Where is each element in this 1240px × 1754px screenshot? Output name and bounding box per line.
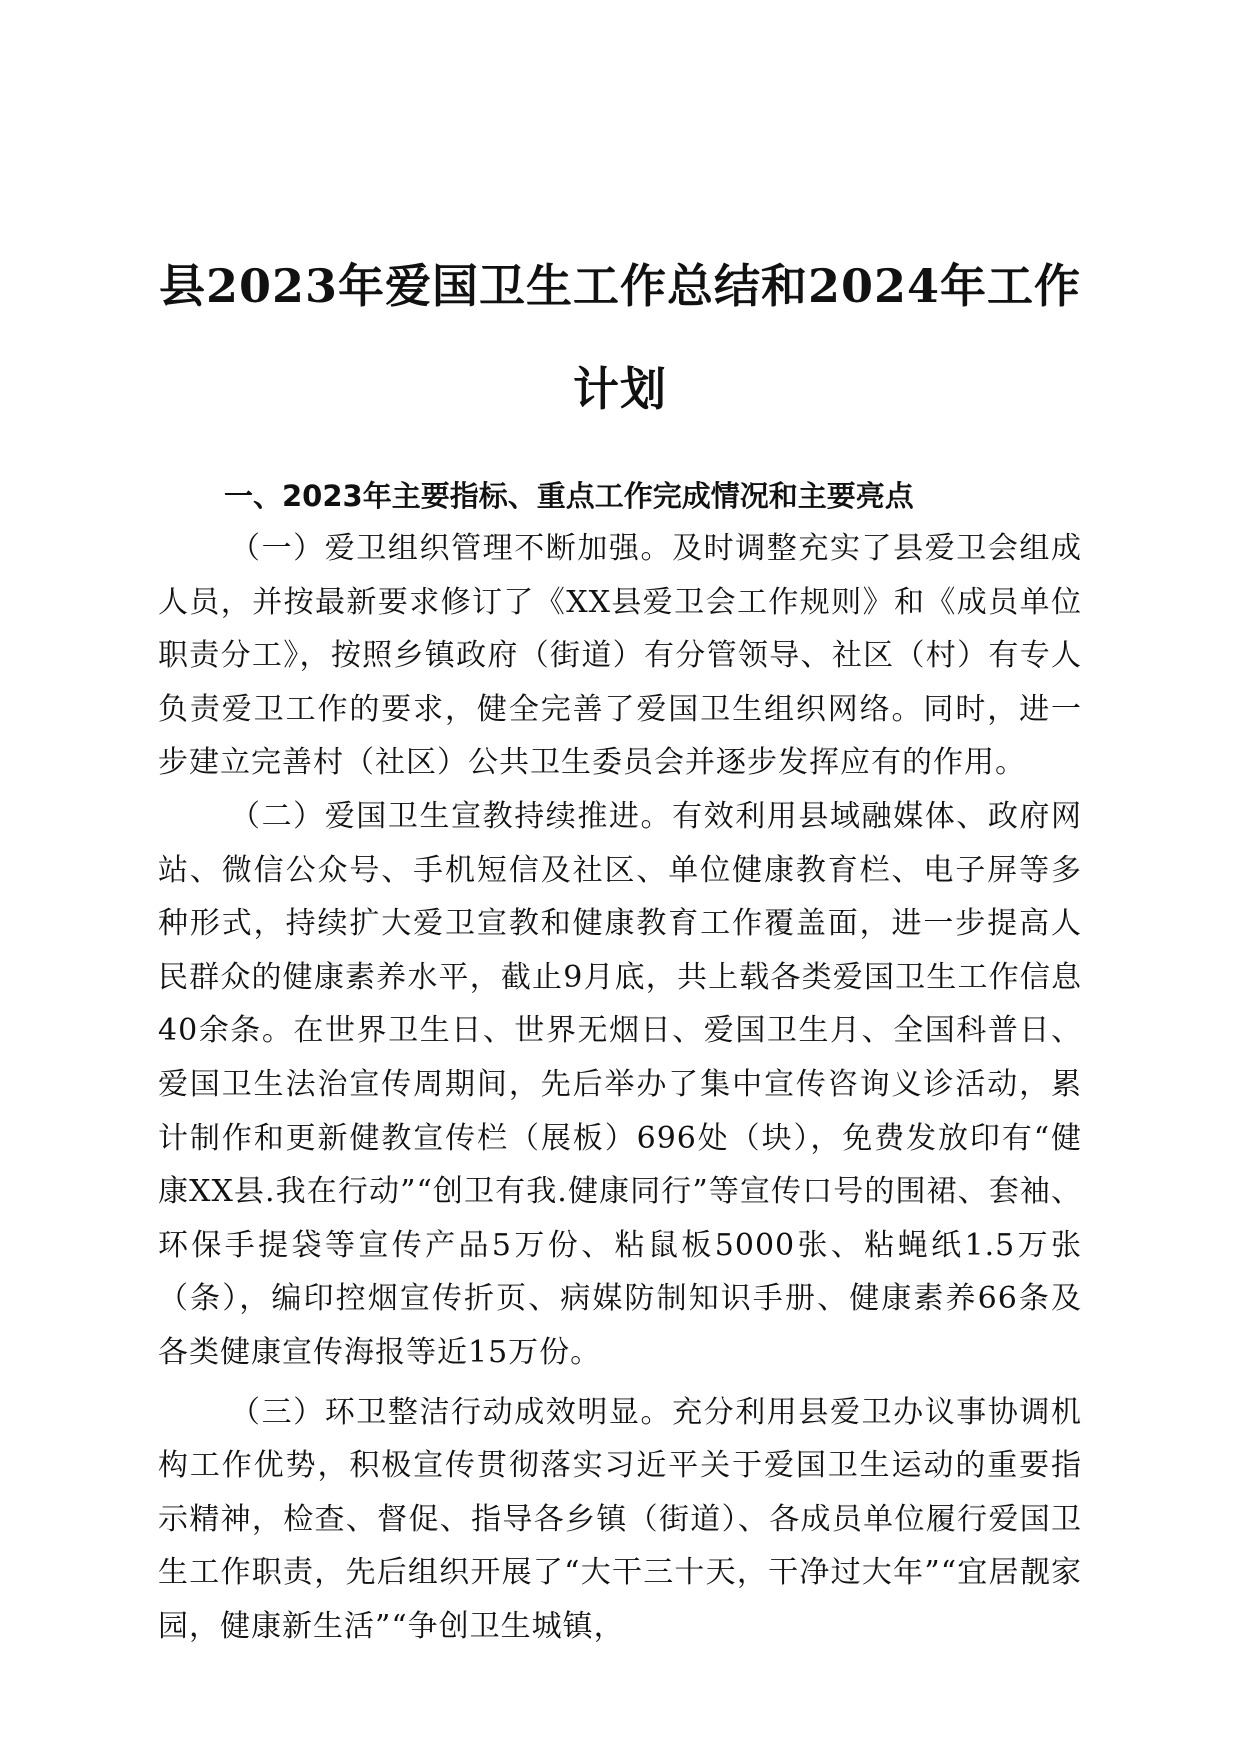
document-body — [158, 470, 1082, 1653]
paragraph-text: 充分利用县爱卫办议事协调机构工作优势，积极宣传贯彻落实习近平关于爱国卫生运动的重要指示精神，检查、督促、指导各乡镇（街道）、各成员单位履行爱国卫生工作职责，先后组织开展了“大干三十天，干净过大年”“宜居靓家园，健康新生活”“争创卫生城镇， — [158, 1394, 1083, 1644]
paragraph-lead: （二）爱国卫生宣教持续推进。 — [230, 798, 673, 834]
paragraph-lead: （一）爱卫组织管理不断加强。 — [230, 531, 673, 566]
paragraph-publicity — [158, 790, 1082, 1380]
paragraph-sanitation — [158, 1386, 1082, 1654]
paragraph-text: 有效利用县域融媒体、政府网站、微信公众号、手机短信及社区、单位健康教育栏、电子屏等多种形式，持续扩大爱卫宣教和健康教育工作覆盖面，进一步提高人民群众的健康素养水平，截止9月底，共上载各类爱国卫生工作信息40余条。在世界卫生日、世界无烟日、爱国卫生月、全国科普日、爱国卫生法治宣传周期间，先后举办了集中宣传咨询义诊活动，累计制作和更新健教宣传栏（展板）696处（块），免费发放印有“健康XX县.我在行动”“创卫有我.健康同行”等宣传口号的围裙、套袖、环保手提袋等宣传产品5万份、粘鼠板5000张、粘蝇纸1.5万张（条），编印控烟宣传折页、病媒防制知识手册、健康素养66条及各类健康宣传海报等近15万份。 — [158, 798, 1083, 1370]
paragraph-lead: （三）环卫整洁行动成效明显。 — [230, 1394, 673, 1430]
section-heading: 一、2023年主要指标、重点工作完成情况和主要亮点 — [224, 479, 914, 513]
document-title: 县2023年爱国卫生工作总结和2024年工作计划 — [158, 259, 1082, 416]
paragraph-text: 及时调整充实了县爱卫会组成人员，并按最新要求修订了《XX县爱卫会工作规则》和《成员单位职责分工》，按照乡镇政府（街道）有分管领导、社区（村）有专人负责爱卫工作的要求，健全完善了爱国卫生组织网络。同时，进一步建立完善村（社区）公共卫生委员会并逐步发挥应有的作用。 — [158, 531, 1083, 781]
paragraph-organization — [158, 522, 1082, 790]
